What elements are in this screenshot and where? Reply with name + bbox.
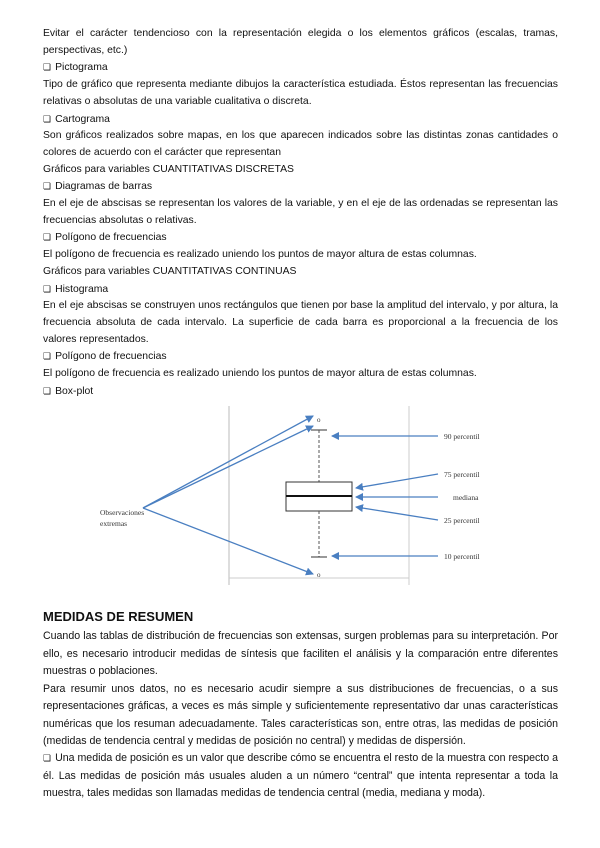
cartograma-paragraph: Son gráficos realizados sobre mapas, en los que aparecen indicados sobre las distintas zonas cantidades o colores de acuerdo con el carácter que representan [43,130,558,158]
poligono-continuas-paragraph: El polígono de frecuencia es realizado uniendo los puntos de mayor altura de estas columnas. [43,368,477,380]
outliers-label-line2: extremas [100,519,128,529]
outliers-label-line1: Observaciones [100,508,145,518]
outlier-marker-bottom: o [317,571,321,580]
p25-arrow [356,507,438,520]
barras-heading: ❏ Diagramas de barras [43,178,558,196]
p90-label: 90 percentil [444,432,480,442]
histograma-paragraph: En el eje abscisas se construyen unos rectángulos que tienen por base la amplitud del intervalo, y por altura, la frecuencia absoluta de cada intervalo. La superficie de cada barra es proporcional a la frecuencia de los valores representados. [43,300,558,345]
cartograma-heading: ❏ Cartograma [43,111,558,129]
poligono-discretas-paragraph: El polígono de frecuencia es realizado uniendo los puntos de mayor altura de estas columnas. [43,249,477,261]
p75-label: 75 percentil [444,470,480,480]
barras-paragraph: En el eje de abscisas se representan los valores de la variable, y en el eje de las ordenadas se representan las frecuencias absolutas o relativas. [43,198,558,226]
medidas-paragraph-3: ❏ Una medida de posición es un valor que describe cómo se encuentra el resto de la muestra con respecto a él. Las medidas de posición más usuales aluden a un número “central” que intenta representar a toda la muestra, tales medidas son llamadas medidas de tendencia central (media, mediana y moda). [43,750,558,802]
boxplot-figure [43,402,558,602]
p10-label: 10 percentil [444,552,480,562]
outlier-arrow-1 [143,416,313,508]
discretas-title: Gráficos para variables CUANTITATIVAS DISCRETAS [43,163,294,175]
medidas-paragraph-1: Cuando las tablas de distribución de frecuencias son extensas, surgen problemas para su interpretación. Por ello, es necesario introducir medidas de síntesis que faciliten el análisis y la comparación entre diferentes muestras o poblaciones. [43,630,558,678]
document-page [43,26,558,803]
pictograma-heading: ❏ Pictograma [43,59,558,77]
outlier-marker-top: o [317,416,321,425]
histograma-heading: ❏ Histograma [43,281,558,299]
intro-paragraph: Evitar el carácter tendencioso con la representación elegida o los elementos gráficos (escalas, tramas, perspectivas, etc.) [43,28,558,56]
pictograma-paragraph: Tipo de gráfico que representa mediante dibujos la característica estudiada. Éstos representan las frecuencias relativas o absolutas de una variable cualitativa o discreta. [43,79,558,107]
p75-arrow [356,474,438,488]
median-label: mediana [453,493,479,503]
medidas-body [43,628,558,802]
poligono-discretas-heading: ❏ Polígono de frecuencias [43,229,558,247]
p25-label: 25 percentil [444,516,480,526]
boxplot-heading: ❏ Box-plot [43,383,558,401]
outlier-arrow-3 [143,508,313,574]
continuas-title: Gráficos para variables CUANTITATIVAS CONTINUAS [43,265,297,277]
medidas-paragraph-2: Para resumir unos datos, no es necesario acudir siempre a sus distribuciones de frecuencias, o a sus representaciones gráficas, a veces es más simple y suficientemente representativo dar unas características numéricas que los resuman adecuadamente. Tales características son, entre otras, las medidas de posición (medidas de tendencia central y medidas de posición no central) y medidas de dispersión. [43,682,558,747]
boxplot-diagram [43,402,558,602]
medidas-title: MEDIDAS DE RESUMEN [43,609,194,625]
poligono-continuas-heading: ❏ Polígono de frecuencias [43,348,558,366]
